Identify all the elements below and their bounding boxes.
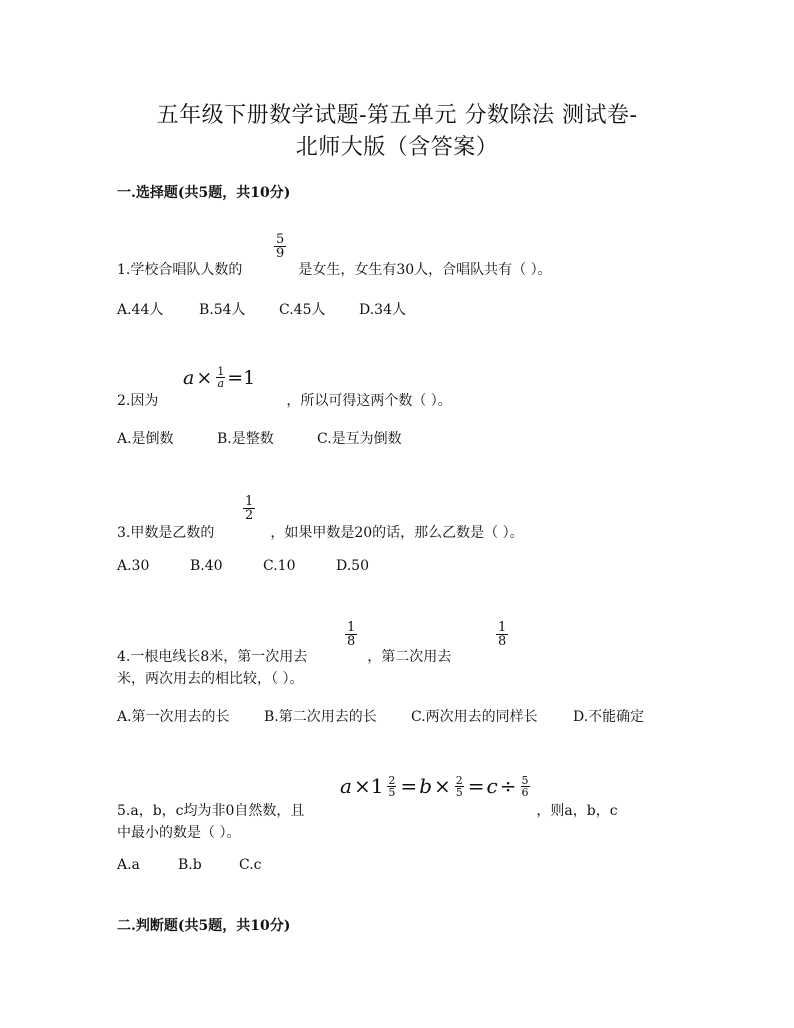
q2-fraction-denominator: a — [217, 377, 225, 390]
q3-stem — [117, 522, 524, 542]
q2-option-a[interactable]: A.是倒数 — [117, 431, 174, 447]
q3-option-b[interactable]: B.40 — [190, 558, 223, 574]
q5-math-times-one: ×1 — [353, 774, 384, 798]
q2-formula — [183, 366, 255, 389]
q2-text-b: ，所以可得这两个数（ ）。 — [286, 393, 452, 409]
q2-math-equals: =1 — [227, 366, 256, 389]
q3-text-a: 3.甲数是乙数的 — [117, 525, 215, 541]
q2-option-c[interactable]: C.是互为倒数 — [317, 431, 402, 447]
q4-option-b[interactable]: B.第二次用去的长 — [264, 709, 377, 725]
q1-fraction-numerator: 5 — [276, 232, 285, 247]
q3-options — [117, 558, 369, 574]
q4-fraction-2 — [496, 621, 508, 648]
q4-fraction-2-denominator: 8 — [498, 634, 507, 649]
q1-stem — [117, 259, 552, 279]
q5-option-c[interactable]: C.c — [239, 857, 262, 873]
q5-fraction-3 — [521, 775, 530, 798]
q4-fraction-1-numerator: 1 — [347, 620, 356, 635]
q1-option-a[interactable]: A.44人 — [117, 302, 164, 318]
q5-option-b[interactable]: B.b — [178, 857, 202, 873]
q3-fraction-denominator: 2 — [245, 508, 254, 523]
q3-fraction-numerator: 1 — [245, 494, 254, 509]
q4-text-a: 4.一根电线长8米，第一次用去 — [117, 649, 308, 665]
q1-text-a: 1.学校合唱队人数的 — [117, 262, 243, 278]
q1-option-d[interactable]: D.34人 — [359, 302, 406, 318]
page-title-line1: 五年级下册数学试题-第五单元 分数除法 测试卷- — [156, 103, 638, 128]
q3-fraction — [243, 495, 255, 522]
q4-option-c[interactable]: C.两次用去的同样长 — [411, 709, 538, 725]
q5-math-c: c — [486, 774, 498, 798]
q2-text-a: 2.因为 — [117, 393, 159, 409]
section-heading-judgement: 二.判断题(共5题，共10分) — [117, 918, 291, 934]
page-title-line2: 北师大版（含答案） — [295, 135, 499, 160]
q5-fraction-3-numerator: 5 — [521, 773, 529, 787]
q5-text-a: 5.a，b，c均为非0自然数，且 — [117, 803, 305, 819]
q4-stem-line1 — [117, 646, 451, 666]
q4-fraction-1 — [345, 621, 357, 648]
q5-math-equals-1: = — [400, 774, 418, 798]
q2-math-times: × — [196, 366, 213, 389]
q4-text-b: ，第二次用去 — [367, 649, 452, 665]
q5-fraction-1 — [387, 775, 396, 798]
q5-math-a: a — [340, 774, 352, 798]
q1-fraction-denominator: 9 — [276, 246, 285, 261]
q5-stem-line1 — [117, 800, 618, 820]
q4-fraction-1-denominator: 8 — [347, 634, 356, 649]
q2-fraction — [216, 366, 225, 389]
q5-math-b: b — [419, 774, 432, 798]
q5-option-a[interactable]: A.a — [117, 857, 140, 873]
q4-option-d[interactable]: D.不能确定 — [573, 709, 645, 725]
q4-option-a[interactable]: A.第一次用去的长 — [117, 709, 230, 725]
q5-formula — [340, 774, 532, 798]
q2-math-a: a — [183, 366, 195, 389]
q4-fraction-2-numerator: 1 — [498, 620, 507, 635]
section-heading-choice: 一.选择题(共5题，共10分) — [117, 185, 291, 201]
q1-fraction — [274, 233, 286, 260]
q3-option-d[interactable]: D.50 — [336, 558, 369, 574]
q1-options — [117, 299, 406, 319]
q5-text-b: ，则a，b，c — [536, 803, 618, 819]
q5-fraction-3-denominator: 6 — [521, 785, 529, 799]
q5-fraction-2 — [455, 775, 464, 798]
q3-option-c[interactable]: C.10 — [263, 558, 296, 574]
q5-math-divide: ÷ — [499, 774, 517, 798]
q5-fraction-2-denominator: 5 — [455, 785, 463, 799]
q3-option-a[interactable]: A.30 — [117, 558, 150, 574]
q5-fraction-1-numerator: 2 — [388, 773, 396, 787]
q1-option-c[interactable]: C.45人 — [279, 302, 326, 318]
q5-math-times-2: × — [434, 774, 451, 798]
q2-stem — [117, 390, 452, 410]
q4-options — [117, 706, 644, 726]
q2-fraction-numerator: 1 — [217, 365, 225, 378]
q5-fraction-2-numerator: 2 — [455, 773, 463, 787]
q5-math-equals-2: = — [467, 774, 485, 798]
q5-options — [117, 857, 262, 873]
q5-fraction-1-denominator: 5 — [388, 785, 396, 799]
q1-option-b[interactable]: B.54人 — [199, 302, 246, 318]
q2-option-b[interactable]: B.是整数 — [217, 431, 274, 447]
q1-text-b: 是女生，女生有30人，合唱队共有（ ）。 — [298, 262, 552, 278]
q2-options — [117, 428, 402, 448]
q5-stem-line2: 中最小的数是（ ）。 — [117, 825, 241, 841]
q4-stem-line2: 米，两次用去的相比较，（ ）。 — [117, 671, 304, 687]
q3-text-b: ，如果甲数是20的话，那么乙数是（ ）。 — [270, 525, 524, 541]
